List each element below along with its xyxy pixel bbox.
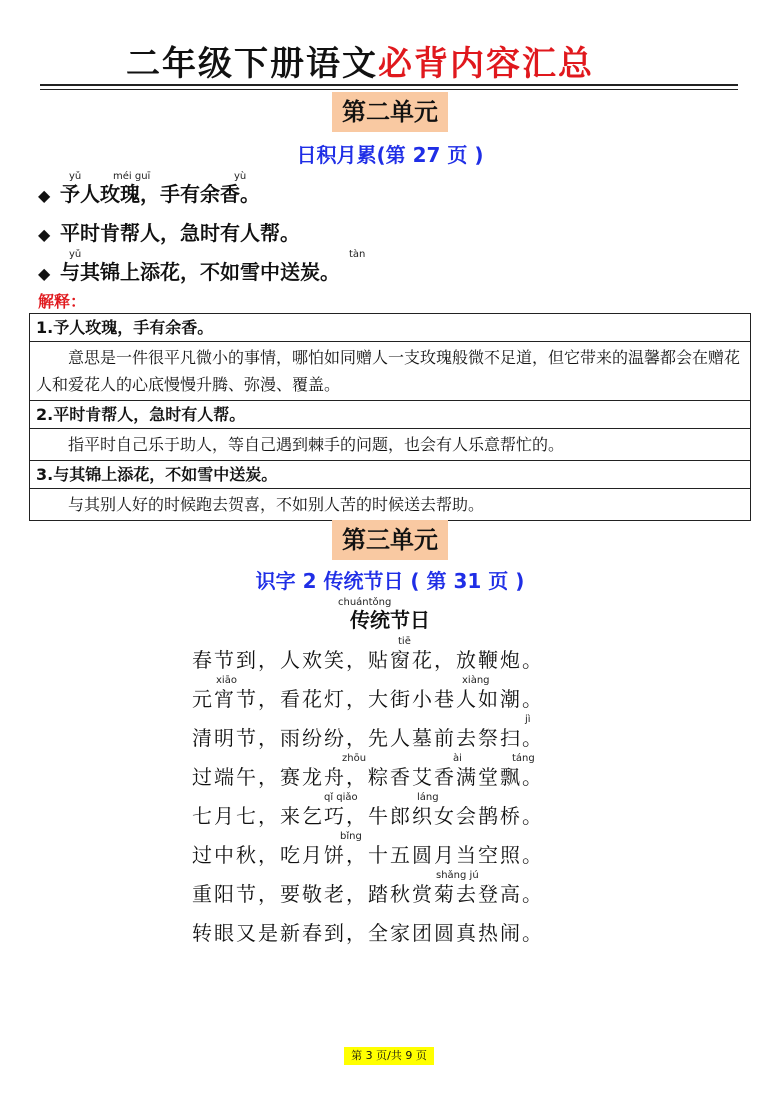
diamond-bullet-icon: ◆ [38,186,51,205]
explain-head-3: 3.与其锦上添花，不如雪中送炭。 [30,461,751,489]
title-rule-thin [40,89,738,90]
pinyin-ai: ài [453,753,462,764]
explain-head-1: 1.予人玫瑰，手有余香。 [30,314,751,342]
pinyin-tan: tàn [349,249,366,260]
unit3-heading: 第三单元 [332,520,448,560]
pinyin-xiang: xiàng [462,675,490,686]
title-black: 二年级下册语文 [126,44,378,84]
pinyin-ji: jì [525,714,531,725]
saying-1-text: 予人玫瑰，手有余香。 [60,182,260,206]
pinyin-tang: táng [512,753,535,764]
pinyin-lang: láng [417,792,439,803]
page-number: 第 3 页/共 9 页 [344,1047,434,1065]
pinyin-xiao: xiāo [216,675,237,686]
explain-label: 解释： [38,292,87,311]
title-rule-thick [40,84,738,86]
saying-3-text: 与其锦上添花，不如雪中送炭。 [60,260,340,284]
pinyin-yu3: yǔ [69,249,82,260]
page-title [0,40,720,88]
unit2-subheading: 日积月累(第 27 页 ) [296,143,484,167]
poem-line-8: 转眼又是新春到，全家团圆真热闹。 [192,921,544,945]
pinyin-tie: tiē [398,636,411,647]
diamond-bullet-icon: ◆ [38,264,51,283]
unit3-subheading: 识字 2 传统节日 ( 第 31 页 ) [255,569,525,593]
explain-body-3: 与其别人好的时候跑去贺喜，不如别人苦的时候送去帮助。 [30,489,751,521]
poem-line-6: 过中秋，吃月饼，十五圆月当空照。 [192,843,544,867]
saying-3 [38,258,340,288]
saying-2-text: 平时肯帮人，急时有人帮。 [60,221,300,245]
explain-table [29,313,751,521]
title-red: 必背内容汇总 [378,44,594,84]
poem-line-3: 清明节，雨纷纷，先人墓前去祭扫。 [192,726,544,750]
poem-title: 传统节日 [350,608,430,632]
diamond-bullet-icon: ◆ [38,225,51,244]
poem-line-4: 过端午，赛龙舟，粽香艾香满堂飘。 [192,765,544,789]
pinyin-qiqiao: qǐ qiǎo [324,792,358,803]
pinyin-shangju: shǎng jú [436,870,479,881]
saying-2 [38,219,300,249]
pinyin-chuantong: chuántǒng [338,597,392,608]
pinyin-zhou: zhōu [342,753,367,764]
poem-line-7: 重阳节，要敬老，踏秋赏菊去登高。 [192,882,544,906]
pinyin-meigui: méi guī [113,171,151,182]
explain-body-1: 意思是一件很平凡微小的事情，哪怕如同赠人一支玫瑰般微不足道，但它带来的温馨都会在赠花人和爱花人的心底慢慢升腾、弥漫、覆盖。 [30,342,751,401]
poem-line-2: 元宵节，看花灯，大街小巷人如潮。 [192,687,544,711]
poem-line-1: 春节到，人欢笑，贴窗花，放鞭炮。 [192,648,544,672]
pinyin-yu1: yǔ [69,171,82,182]
saying-1 [38,180,260,210]
explain-head-2: 2.平时肯帮人，急时有人帮。 [30,401,751,429]
unit2-heading: 第二单元 [332,92,448,132]
pinyin-bing: bǐng [340,831,362,842]
pinyin-yu2: yù [234,171,247,182]
explain-body-2: 指平时自己乐于助人，等自己遇到棘手的问题，也会有人乐意帮忙的。 [30,429,751,461]
poem-line-5: 七月七，来乞巧，牛郎织女会鹊桥。 [192,804,544,828]
